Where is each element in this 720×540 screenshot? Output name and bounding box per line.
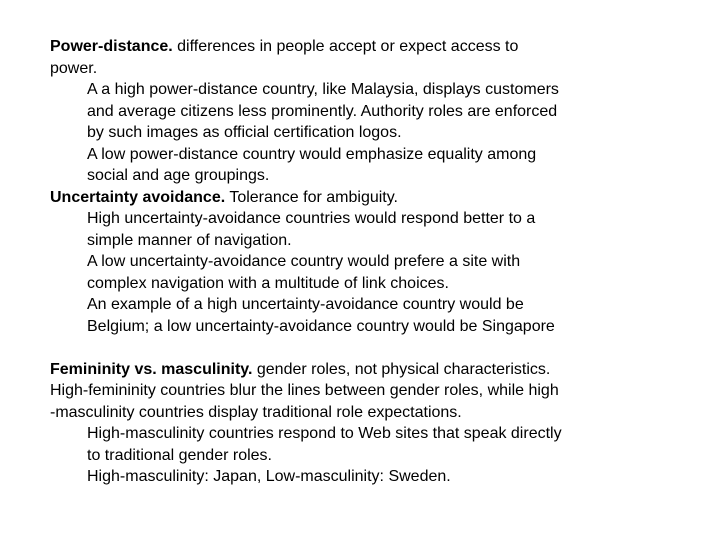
section-femininity-masculinity: [50, 359, 630, 488]
paragraph-gap: [50, 337, 630, 359]
section-definition-cont: power.: [50, 59, 98, 77]
section-uncertainty-avoidance: [50, 187, 630, 338]
section-text: High-femininity countries blur the lines between gender roles, while high: [50, 382, 559, 399]
section-heading: Uncertainty avoidance.: [50, 188, 226, 206]
sub-point: An example of a high uncertainty-avoidance country would be Belgium; a low uncertainty-avoidance country would be Singapore: [87, 296, 555, 335]
section-text-cont: -masculinity countries display traditional role expectations.: [50, 403, 462, 421]
section-definition: Uncertainty avoidance. Tolerance for ambiguity.: [50, 188, 398, 206]
sub-point: High-masculinity countries respond to Web sites that speak directly to traditional gender roles.: [87, 425, 562, 464]
sub-point: A low uncertainty-avoidance country would prefere a site with complex navigation with a multitude of link choices.: [87, 253, 521, 292]
section-definition: Femininity vs. masculinity. gender roles, not physical characteristics.: [50, 360, 551, 378]
sub-point: A a high power-distance country, like Malaysia, displays customers and average citizens less prominently. Authority roles are enforced by such images as official certification logos.: [87, 81, 559, 141]
section-heading: Femininity vs. masculinity.: [50, 360, 253, 378]
section-power-distance: [50, 36, 630, 187]
section-definition: Power-distance. differences in people accept or expect access to: [50, 38, 519, 55]
sub-point: High uncertainty-avoidance countries would respond better to a simple manner of navigation.: [87, 210, 536, 249]
sub-point: High-masculinity: Japan, Low-masculinity: Sweden.: [87, 468, 451, 485]
section-heading: Power-distance.: [50, 38, 173, 55]
slide-body: [50, 36, 630, 488]
sub-point: A low power-distance country would emphasize equality among social and age groupings.: [87, 145, 537, 184]
